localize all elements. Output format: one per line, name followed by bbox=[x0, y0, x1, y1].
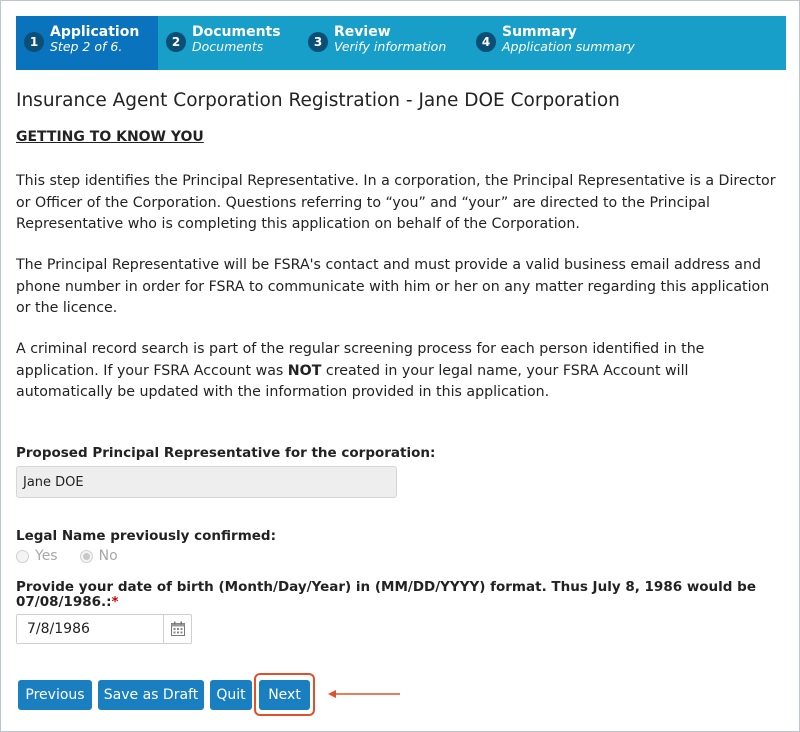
contact-paragraph: The Principal Representative will be FSRA's contact and must provide a valid business email address and phone number in order for FSRA to communicate with him or her on any matter regarding this application or the licence. bbox=[16, 257, 770, 316]
step-subtitle: Documents bbox=[192, 39, 264, 54]
dob-field bbox=[16, 614, 192, 644]
step-number: 2 bbox=[166, 32, 186, 52]
quit-button[interactable]: Quit bbox=[210, 680, 252, 710]
step-subtitle: Step 2 of 6. bbox=[50, 39, 123, 54]
step-summary[interactable] bbox=[468, 16, 668, 70]
step-subtitle: Verify information bbox=[334, 39, 447, 54]
next-button-highlight bbox=[254, 673, 315, 716]
progress-stepper bbox=[16, 16, 786, 70]
calendar-icon[interactable] bbox=[163, 615, 191, 643]
principal-label: Proposed Principal Representative for the corporation: bbox=[16, 445, 436, 461]
legal-name-label: Legal Name previously confirmed: bbox=[16, 528, 276, 544]
save-as-draft-button[interactable]: Save as Draft bbox=[98, 680, 204, 710]
previous-button[interactable]: Previous bbox=[18, 680, 92, 710]
emphasis-not: NOT bbox=[287, 362, 322, 379]
step-application[interactable] bbox=[16, 16, 158, 70]
page-title: Insurance Agent Corporation Registration - Jane DOE Corporation bbox=[16, 90, 620, 111]
radio-no-circle[interactable] bbox=[80, 550, 93, 563]
principal-field: Jane DOE bbox=[16, 466, 397, 498]
pointer-arrow-icon bbox=[328, 688, 402, 700]
step-number: 1 bbox=[24, 32, 44, 52]
step-title: Application bbox=[50, 24, 140, 40]
radio-yes-circle[interactable] bbox=[16, 550, 29, 563]
required-mark: * bbox=[111, 594, 119, 610]
step-review[interactable] bbox=[300, 16, 468, 70]
criminal-record-paragraph: A criminal record search is part of the regular screening process for each person identified in the application. If your FSRA Account was NOT created in your legal name, your FSRA Account will automatically be updated with the information provided in this application. bbox=[16, 341, 705, 400]
step-number: 3 bbox=[308, 32, 328, 52]
radio-yes-label: Yes bbox=[35, 548, 58, 564]
step-title: Documents bbox=[192, 24, 281, 40]
step-documents[interactable] bbox=[158, 16, 300, 70]
section-heading: GETTING TO KNOW YOU bbox=[16, 129, 204, 145]
step-number: 4 bbox=[476, 32, 496, 52]
intro-paragraph: This step identifies the Principal Representative. In a corporation, the Principal Representative is a Director or Officer of the Corporation. Questions referring to “you” and “your” are directed to the Principal Representative who is completing this application on behalf of the Corporation. bbox=[16, 173, 776, 232]
step-title: Summary bbox=[502, 24, 577, 40]
dob-label: Provide your date of birth (Month/Day/Year) in (MM/DD/YYYY) format. Thus July 8, 1986 would be 07/08/1986.:* bbox=[16, 579, 756, 610]
step-title: Review bbox=[334, 24, 391, 40]
step-subtitle: Application summary bbox=[502, 39, 635, 54]
legal-name-radio-group bbox=[16, 548, 140, 564]
dob-input[interactable] bbox=[17, 615, 163, 643]
next-button[interactable]: Next bbox=[259, 680, 310, 710]
radio-no-label: No bbox=[98, 548, 118, 564]
radio-yes[interactable] bbox=[16, 548, 58, 564]
radio-no[interactable] bbox=[80, 548, 118, 564]
